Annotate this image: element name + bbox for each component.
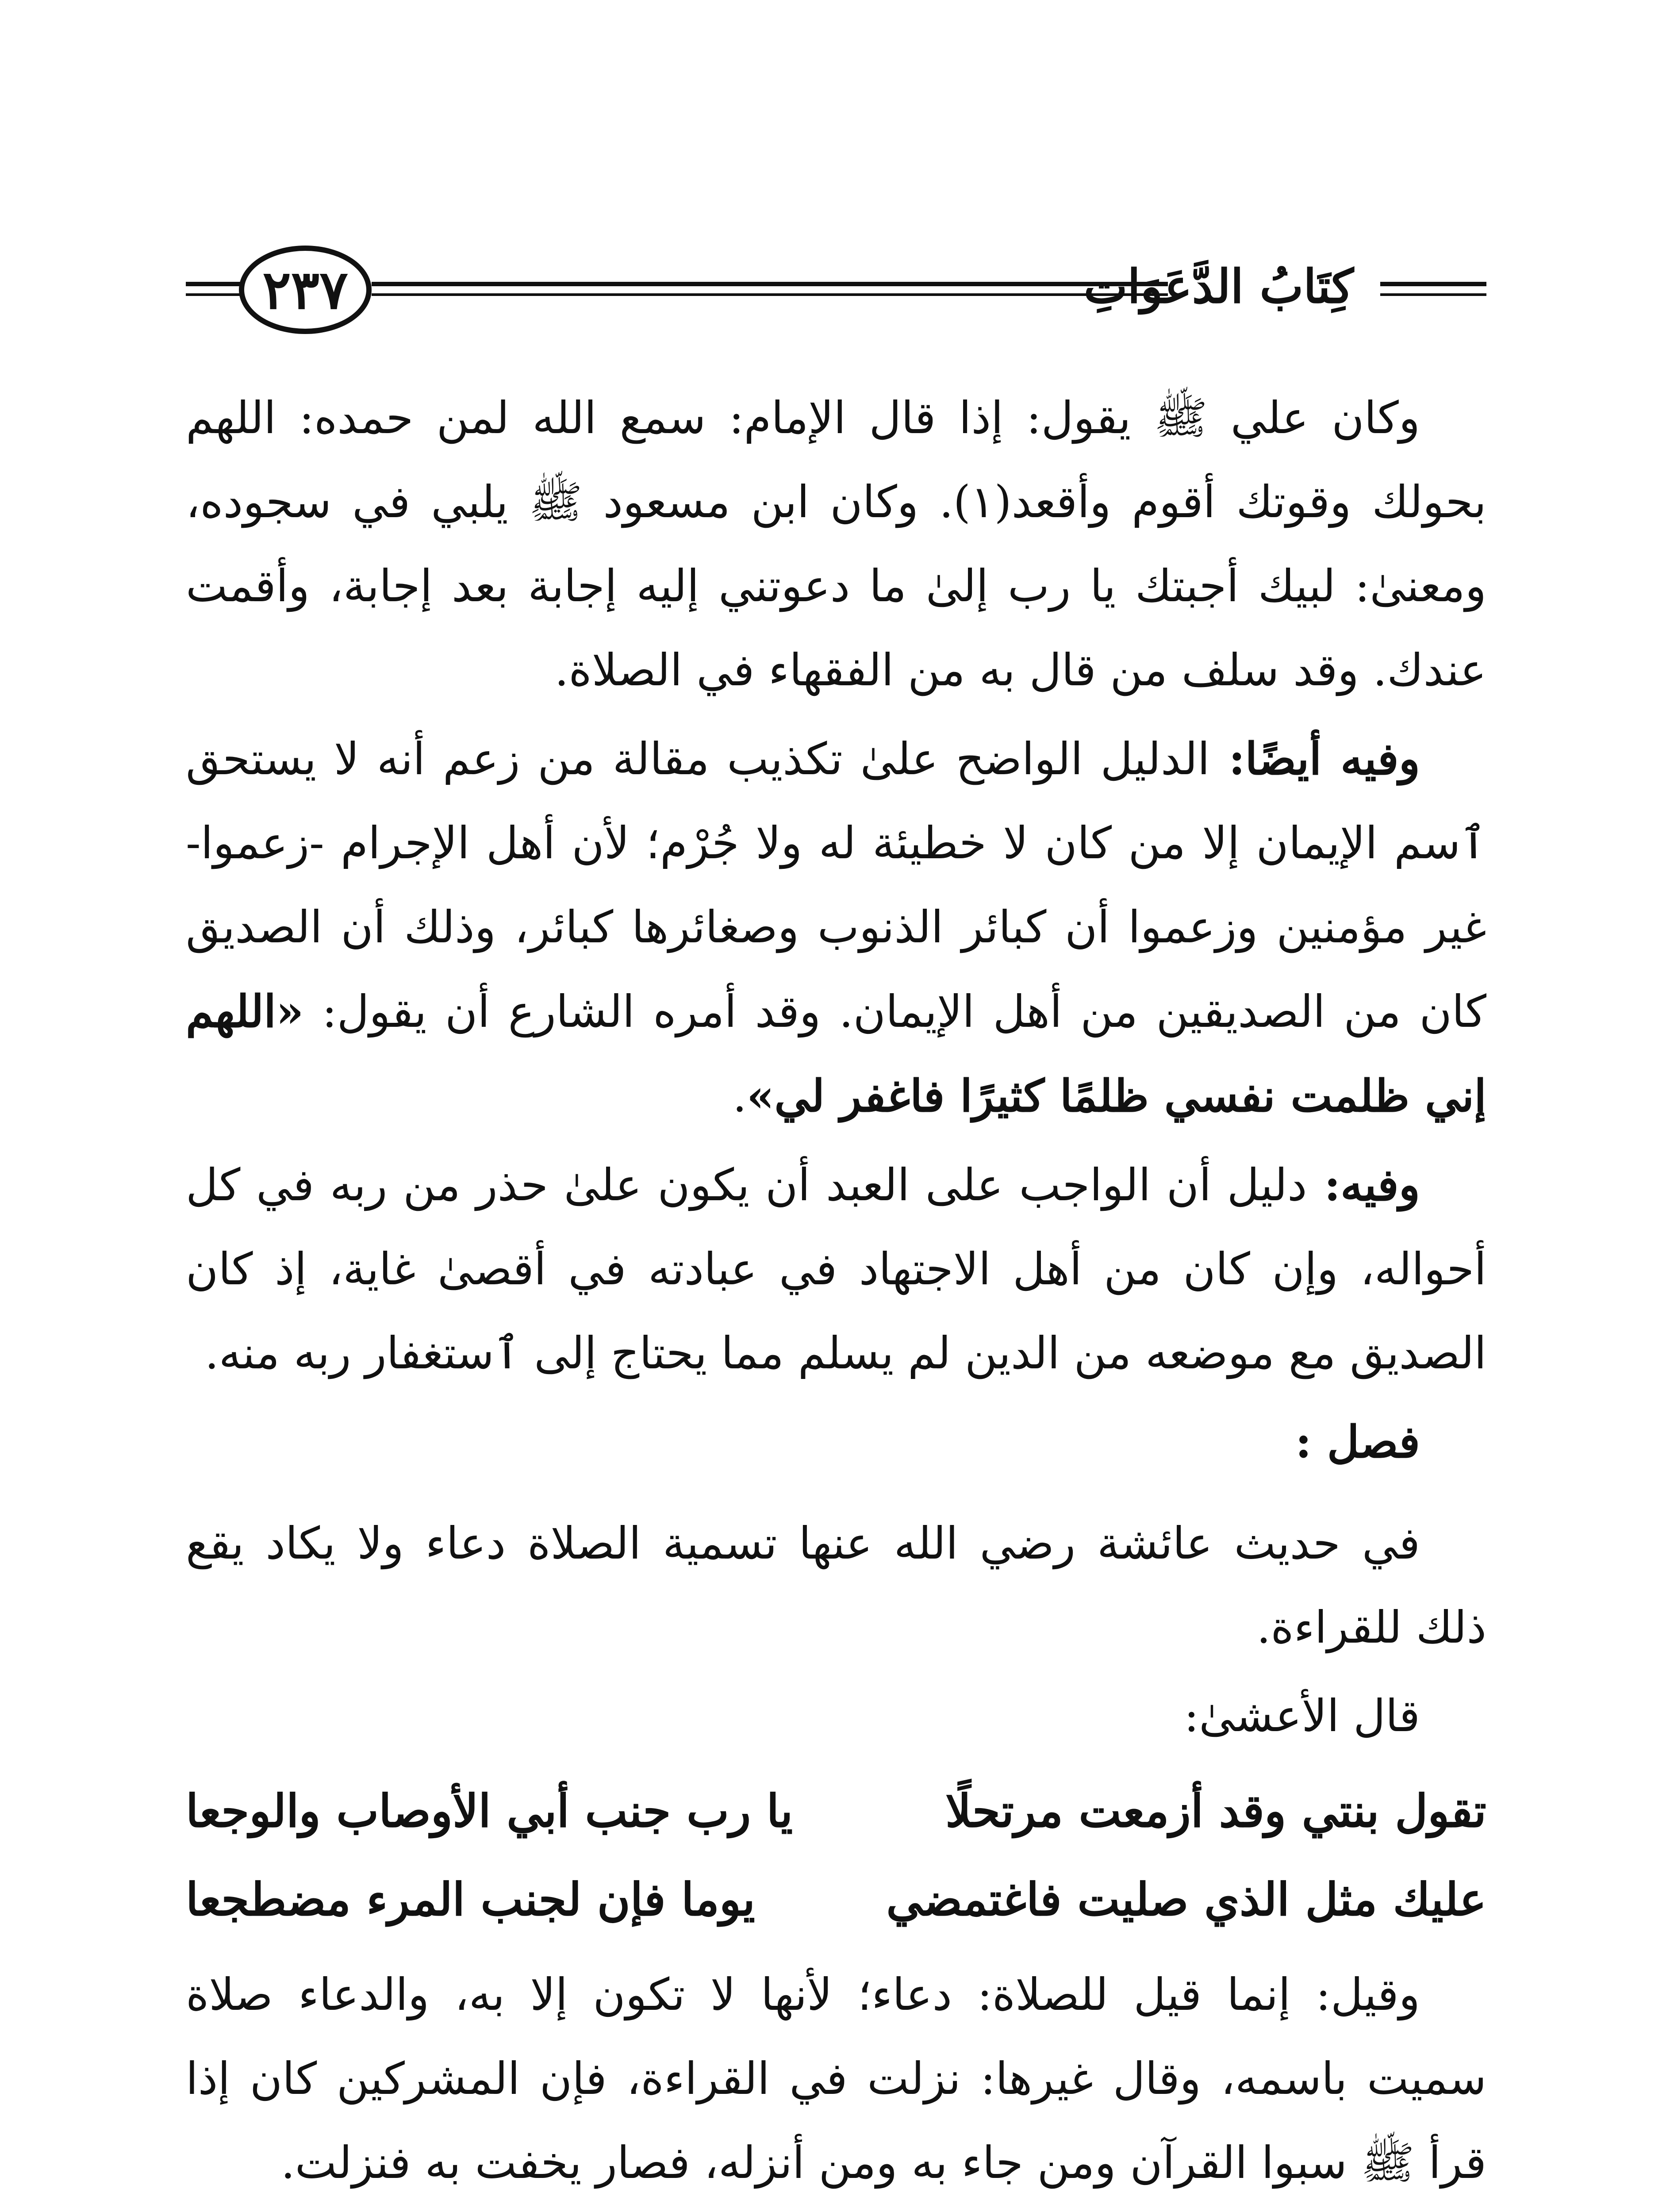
paragraph-2 [186,717,1486,1138]
header-rule-left [186,282,248,286]
poem-verse [186,1767,1486,1855]
paragraph-after-heading-2-segment: قال الأعشىٰ: [1184,1690,1420,1742]
paragraphs-after-heading [186,1502,1486,1758]
paragraph-2-segment: وفيه أيضًا: [1209,733,1420,785]
hemistich-first: عليك مثل الذي صليت فاغتمضي [886,1873,1486,1926]
page-number: ٢٣٧ [239,246,372,334]
hemistich-second: يا رب جنب أبي الأوصاب والوجعا [186,1785,793,1838]
hemistich-second: يوما فإن لجنب المرء مضطجعا [186,1873,755,1926]
page-header [186,246,1486,343]
paragraph-2-segment: . [733,1070,747,1122]
poem [186,1767,1486,1944]
header-rule-left-thin [186,293,248,296]
header-rule-right [1380,282,1486,286]
paragraph-after-heading-2 [186,1674,1486,1758]
paragraph-2-segment: «اللهم إني ظلمت نفسي ظلمًا كثيرًا فاغفر لي» [186,985,1486,1122]
section-heading: فصل : [1295,1416,1420,1468]
paragraph-2-segment: الدليل الواضح علىٰ تكذيب مقالة من زعم أنه لا يستحق ٱسم الإيمان إلا من كان لا خطيئة له ولا جُرْم؛ لأن أهل الإجرام -زعموا- غير مؤمنين وزعموا أن كبائر الذنوب وصغائرها كبائر، وذلك أن الصديق كان من الصديقين من أهل الإيمان. وقد أمره الشارع أن يقول: [186,733,1486,1037]
paragraph-3 [186,1143,1486,1395]
paragraph-3-segment: وفيه: [1307,1159,1420,1211]
paragraph-1 [186,376,1486,712]
header-rule-middle [372,282,1168,286]
paragraph-3-segment: دليل أن الواجب على العبد أن يكون علىٰ حذر من ربه في كل أحواله، وإن كان من أهل الاجتهاد في عبادته في أقصىٰ غاية، إذ كان الصديق مع موضعه من الدين لم يسلم مما يحتاج إلى ٱستغفار ربه منه. [186,1159,1486,1379]
main-text [186,376,1486,2209]
header-rule-right-thin [1380,293,1486,296]
paragraph-1-segment: وكان علي ﷺ يقول: إذا قال الإمام: سمع الله لمن حمده: اللهم بحولك وقوتك أقوم وأقعد(١). وكان ابن مسعود ﷺ يلبي في سجوده، ومعنىٰ: لبيك أجبتك يا رب إلىٰ ما دعوتني إليه إجابة بعد إجابة، وأقمت عندك. وقد سلف من قال به من الفقهاء في الصلاة. [186,392,1486,696]
hemistich-first: تقول بنتي وقد أزمعت مرتحلًا [945,1785,1486,1838]
paragraph-after-heading-1 [186,1502,1486,1670]
poem-verse [186,1855,1486,1944]
paragraph-after-heading-1-segment: في حديث عائشة رضي الله عنها تسمية الصلاة دعاء ولا يكاد يقع ذلك للقراءة. [186,1517,1486,1653]
paragraphs [186,376,1486,1395]
header-rule-middle-thin [372,293,1168,296]
book-title: كِتَابُ الدَّعَوَاتِ [1083,259,1354,314]
final-paragraph: وقيل: إنما قيل للصلاة: دعاء؛ لأنها لا تكون إلا به، والدعاء صلاة سميت باسمه، وقال غيرها: نزلت في القراءة، فإن المشركين كان إذا قرأ ﷺ سبوا القرآن ومن جاء به ومن أنزله، فصار يخفت به فنزلت. [186,1969,1486,2189]
